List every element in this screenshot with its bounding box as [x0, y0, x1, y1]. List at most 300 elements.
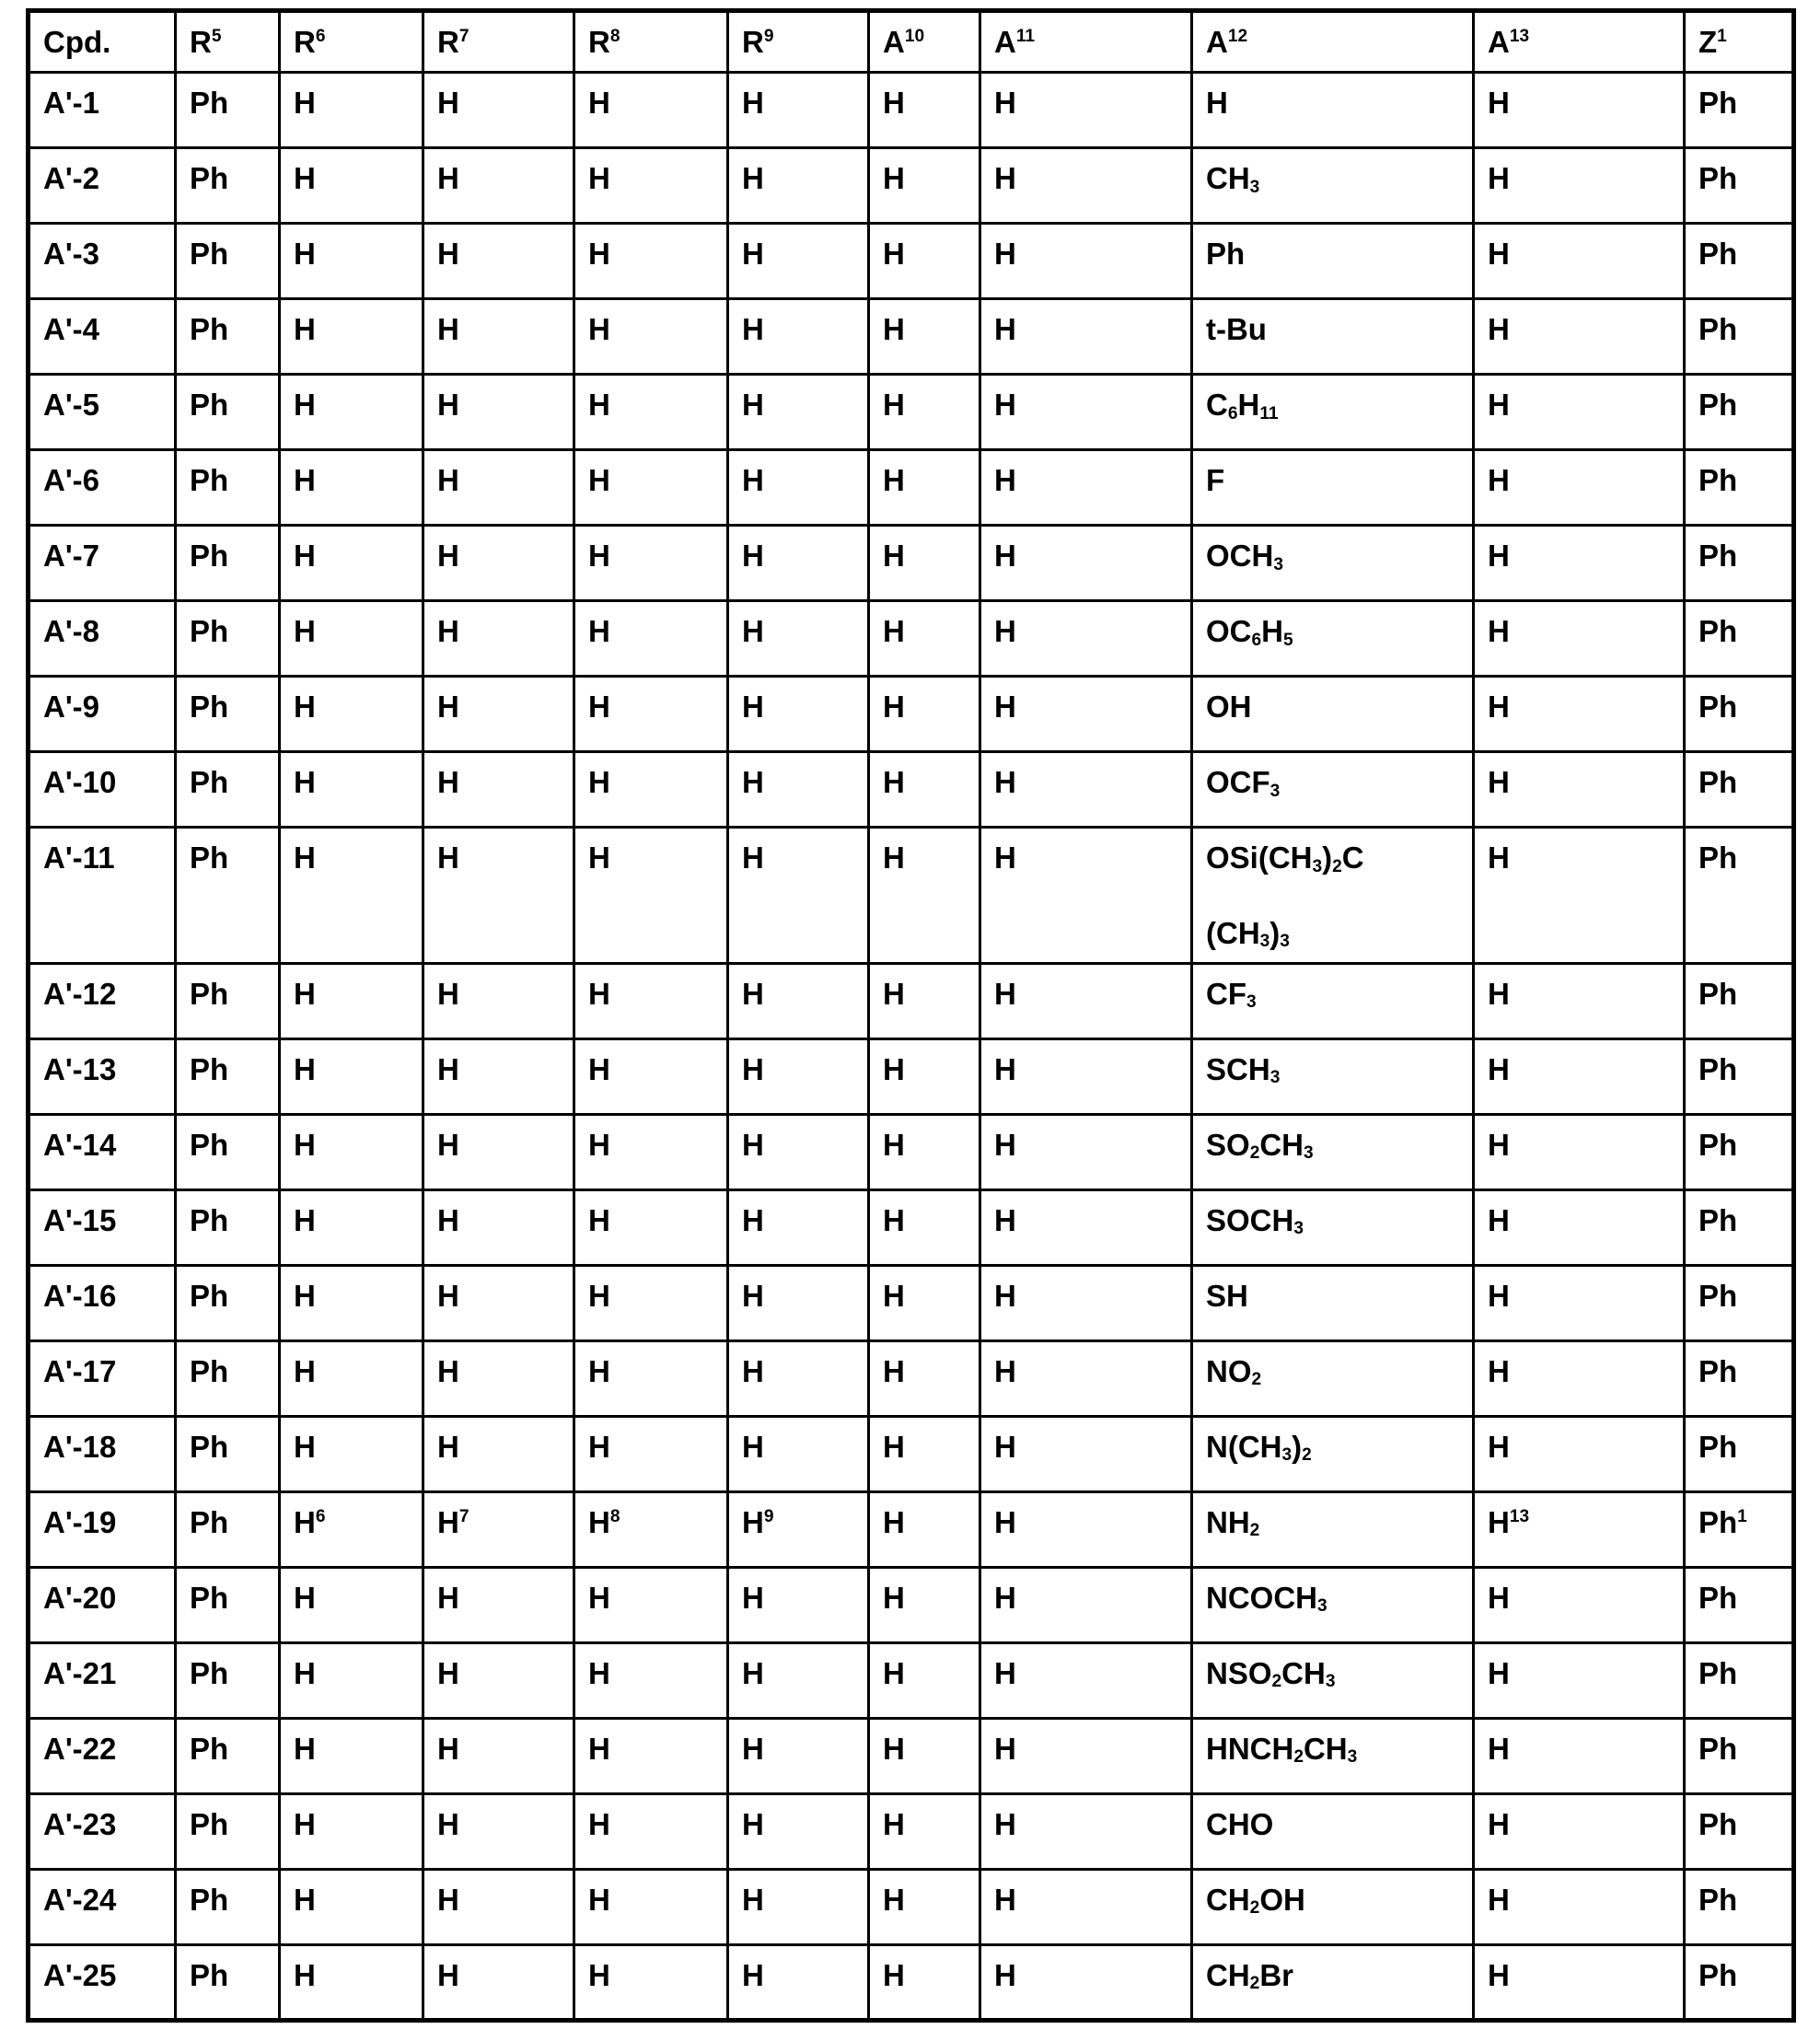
table-cell: H: [1474, 1416, 1685, 1491]
table-cell: H: [1474, 299, 1685, 375]
table-cell: Ph: [176, 1340, 280, 1416]
table-cell: H: [574, 1416, 728, 1491]
table-row: [29, 1340, 1794, 1416]
table-cell: H: [280, 1944, 423, 2020]
table-cell: H: [280, 450, 423, 526]
table-cell: H: [574, 1869, 728, 1944]
table-cell: Ph: [176, 1793, 280, 1869]
table-cell: H: [423, 224, 574, 299]
table-cell: Ph: [176, 752, 280, 828]
table-row: [29, 1189, 1794, 1265]
table-cell: H: [1474, 601, 1685, 677]
table-cell: H: [980, 73, 1192, 148]
table-cell: Ph: [1685, 963, 1794, 1038]
table-cell: H: [869, 601, 980, 677]
table-cell: Ph: [176, 601, 280, 677]
table-cell: H: [423, 73, 574, 148]
table-cell: Ph: [1685, 299, 1794, 375]
table-cell: H: [574, 1944, 728, 2020]
table-cell: H: [280, 148, 423, 224]
table-cell: H: [280, 1718, 423, 1793]
table-cell: Ph: [1685, 148, 1794, 224]
table-cell: Ph: [176, 828, 280, 964]
table-cell: H: [980, 1189, 1192, 1265]
table-cell: $SCH_3$: [1192, 1038, 1474, 1114]
table-row: [29, 601, 1794, 677]
table-cell: H: [728, 1340, 869, 1416]
table-cell: H: [869, 1718, 980, 1793]
table-body: [29, 73, 1794, 2021]
table-cell: H: [869, 450, 980, 526]
table-cell: H: [869, 1793, 980, 1869]
table-cell: Ph: [1685, 1567, 1794, 1642]
table-cell: $NSO_2CH_3$: [1192, 1642, 1474, 1718]
table-cell: H: [980, 1491, 1192, 1567]
table-cell: H: [1192, 73, 1474, 148]
table-cell: H: [280, 1265, 423, 1340]
table-cell: H: [728, 1793, 869, 1869]
table-cell: H: [869, 1869, 980, 1944]
table-cell: H: [869, 1567, 980, 1642]
table-cell: A'-14: [29, 1114, 176, 1189]
table-cell: Ph: [1685, 1038, 1794, 1114]
table-cell: H: [869, 526, 980, 601]
table-cell: H: [423, 601, 574, 677]
table-cell: A'-24: [29, 1869, 176, 1944]
table-cell: H: [728, 1944, 869, 2020]
table-cell: $N(CH_3)_2$: [1192, 1416, 1474, 1491]
table-cell: H: [728, 1189, 869, 1265]
table-cell: H: [280, 677, 423, 752]
table-cell: Ph: [176, 1869, 280, 1944]
table-cell: H: [423, 1265, 574, 1340]
table-cell: $CH_2OH$: [1192, 1869, 1474, 1944]
table-cell: H: [728, 1567, 869, 1642]
table-cell: $H^6$: [280, 1491, 423, 1567]
table-cell: H: [980, 1567, 1192, 1642]
table-cell: H: [1474, 677, 1685, 752]
table-cell: H: [1474, 1265, 1685, 1340]
table-cell: H: [1474, 1642, 1685, 1718]
table-cell: H: [869, 1114, 980, 1189]
table-cell: Ph$^1$: [1685, 1491, 1794, 1567]
table-cell: A'-5: [29, 375, 176, 450]
table-cell: H: [574, 299, 728, 375]
table-cell: A'-19: [29, 1491, 176, 1567]
table-cell: H: [980, 450, 1192, 526]
table-cell: OH: [1192, 677, 1474, 752]
table-cell: H: [728, 828, 869, 964]
table-cell: H: [728, 1114, 869, 1189]
table-cell: H: [574, 1114, 728, 1189]
table-cell: $CF_3$: [1192, 963, 1474, 1038]
table-cell: A'-10: [29, 752, 176, 828]
table-cell: H: [423, 1944, 574, 2020]
table-row: [29, 963, 1794, 1038]
table-cell: Ph: [176, 677, 280, 752]
table-cell: H: [869, 1340, 980, 1416]
table-cell: $CH_2Br$: [1192, 1944, 1474, 2020]
table-row: [29, 1265, 1794, 1340]
table-cell: H: [574, 375, 728, 450]
table-cell: H: [1474, 450, 1685, 526]
table-cell: H: [1474, 526, 1685, 601]
table-cell: H: [728, 1642, 869, 1718]
table-row: [29, 73, 1794, 148]
table-cell: H: [728, 677, 869, 752]
table-cell: H: [1474, 1869, 1685, 1944]
table-cell: H: [1474, 224, 1685, 299]
table-cell: H: [869, 828, 980, 964]
table-cell: Ph: [176, 1642, 280, 1718]
table-cell: A'-23: [29, 1793, 176, 1869]
table-cell: H: [728, 73, 869, 148]
table-cell: H: [728, 1265, 869, 1340]
table-cell: Ph: [1685, 677, 1794, 752]
table-cell: H: [280, 375, 423, 450]
table-cell: H: [980, 963, 1192, 1038]
header-cell: $R^5$: [176, 11, 280, 73]
table-row: [29, 375, 1794, 450]
table-cell: A'-9: [29, 677, 176, 752]
table-cell: H: [869, 375, 980, 450]
header-cell: $A^{13}$: [1474, 11, 1685, 73]
table-cell: Ph: [1685, 1793, 1794, 1869]
table-row: [29, 1642, 1794, 1718]
table-cell: Ph: [176, 1567, 280, 1642]
table-cell: H: [423, 963, 574, 1038]
table-cell: H: [728, 1038, 869, 1114]
table-cell: Ph: [176, 1038, 280, 1114]
table-cell: A'-20: [29, 1567, 176, 1642]
table-cell: H: [980, 1416, 1192, 1491]
table-cell: Ph: [176, 224, 280, 299]
table-cell: Ph: [1685, 1869, 1794, 1944]
table-cell: H: [980, 299, 1192, 375]
table-cell: H: [423, 1869, 574, 1944]
table-cell: $H^7$: [423, 1491, 574, 1567]
table-cell: H: [574, 1793, 728, 1869]
table-cell: $C_6H_{11}$: [1192, 375, 1474, 450]
table-cell: A'-11: [29, 828, 176, 964]
table-row: [29, 450, 1794, 526]
table-cell: $OCH_3$: [1192, 526, 1474, 601]
table-cell: H: [728, 1718, 869, 1793]
table-cell: Ph: [176, 1718, 280, 1793]
table-cell: H: [980, 752, 1192, 828]
table-cell: H: [280, 526, 423, 601]
table-row: [29, 526, 1794, 601]
table-cell: Ph: [176, 1491, 280, 1567]
table-cell: $H^9$: [728, 1491, 869, 1567]
table-cell: H: [574, 963, 728, 1038]
table-row: [29, 1038, 1794, 1114]
table-cell: Ph: [176, 375, 280, 450]
table-row: [29, 1869, 1794, 1944]
table-cell: H: [423, 1718, 574, 1793]
table-cell: H: [869, 1642, 980, 1718]
table-cell: H: [980, 1869, 1192, 1944]
table-cell: Ph: [176, 299, 280, 375]
table-row: [29, 752, 1794, 828]
table-cell: Ph: [176, 1114, 280, 1189]
table-cell: H: [280, 601, 423, 677]
table-cell: A'-25: [29, 1944, 176, 2020]
table-cell: A'-13: [29, 1038, 176, 1114]
table-cell: Ph: [1685, 1114, 1794, 1189]
table-cell: H: [423, 1567, 574, 1642]
table-cell: H: [1474, 1340, 1685, 1416]
table-cell: H: [423, 1340, 574, 1416]
table-row: [29, 1718, 1794, 1793]
table-cell: H: [1474, 752, 1685, 828]
table-cell: Ph: [1685, 450, 1794, 526]
table-row: [29, 1944, 1794, 2020]
table-cell: $OCF_3$: [1192, 752, 1474, 828]
table-cell: H: [869, 1265, 980, 1340]
table-cell: A'-2: [29, 148, 176, 224]
header-cell: $A^{11}$: [980, 11, 1192, 73]
table-cell: H: [280, 1567, 423, 1642]
table-cell: H: [869, 1416, 980, 1491]
table-cell: H: [980, 1340, 1192, 1416]
table-cell: H: [423, 526, 574, 601]
table-cell: A'-15: [29, 1189, 176, 1265]
table-cell: H: [423, 450, 574, 526]
table-cell: A'-8: [29, 601, 176, 677]
table-cell: F: [1192, 450, 1474, 526]
table-cell: H: [280, 1114, 423, 1189]
table-cell: H: [980, 1793, 1192, 1869]
table-cell: H: [1474, 73, 1685, 148]
table-cell: H: [869, 963, 980, 1038]
table-cell: H: [574, 1038, 728, 1114]
table-cell: Ph: [1685, 1416, 1794, 1491]
table-cell: A'-4: [29, 299, 176, 375]
table-cell: CHO: [1192, 1793, 1474, 1869]
table-cell: H: [574, 677, 728, 752]
table-cell: H: [869, 752, 980, 828]
table-cell: H: [980, 601, 1192, 677]
table-cell: H: [423, 677, 574, 752]
table-cell: H: [280, 1038, 423, 1114]
table-cell: A'-18: [29, 1416, 176, 1491]
table-cell: Ph: [1685, 1718, 1794, 1793]
table-cell: H: [423, 299, 574, 375]
table-cell: H: [1474, 148, 1685, 224]
table-cell: A'-6: [29, 450, 176, 526]
table-cell: H: [869, 73, 980, 148]
table-cell: H: [1474, 1114, 1685, 1189]
table-cell: Ph: [176, 1265, 280, 1340]
table-cell: Ph: [1685, 1340, 1794, 1416]
table-cell: H: [423, 1642, 574, 1718]
table-cell: Ph: [1685, 1944, 1794, 2020]
table-cell: H: [574, 1718, 728, 1793]
table-row: [29, 148, 1794, 224]
table-cell: H: [728, 1416, 869, 1491]
table-cell: H: [728, 224, 869, 299]
table-cell: H: [980, 375, 1192, 450]
table-cell: H: [869, 1491, 980, 1567]
header-cell: $R^6$: [280, 11, 423, 73]
table-cell: H: [869, 299, 980, 375]
table-cell: H: [574, 1340, 728, 1416]
table-cell: $H^8$: [574, 1491, 728, 1567]
table-cell: H: [423, 375, 574, 450]
table-cell: Ph: [1685, 1189, 1794, 1265]
table-cell: Ph: [176, 526, 280, 601]
table-cell: $OSi(CH_3)_2C$ $(CH_3)_3$: [1192, 828, 1474, 964]
table-cell: H: [280, 1869, 423, 1944]
table-cell: H: [869, 1038, 980, 1114]
table-row: [29, 677, 1794, 752]
table-cell: Ph: [1685, 752, 1794, 828]
table-cell: H: [728, 752, 869, 828]
table-cell: H: [280, 1189, 423, 1265]
table-cell: Ph: [176, 148, 280, 224]
table-cell: H: [574, 752, 728, 828]
table-header-row: [29, 11, 1794, 73]
table-cell: H: [980, 1642, 1192, 1718]
table-cell: A'-7: [29, 526, 176, 601]
table-cell: Ph: [176, 963, 280, 1038]
table-cell: H: [574, 148, 728, 224]
table-cell: Ph: [176, 1189, 280, 1265]
table-cell: Ph: [176, 450, 280, 526]
table-cell: H: [423, 752, 574, 828]
table-cell: H: [1474, 963, 1685, 1038]
table-cell: $NO_2$: [1192, 1340, 1474, 1416]
table-cell: H: [728, 148, 869, 224]
header-cell: $R^7$: [423, 11, 574, 73]
table-cell: $NCOCH_3$: [1192, 1567, 1474, 1642]
header-cell: Cpd.: [29, 11, 176, 73]
table-cell: Ph: [176, 1944, 280, 2020]
table-cell: H: [869, 148, 980, 224]
table-cell: H: [1474, 375, 1685, 450]
table-cell: $CH_3$: [1192, 148, 1474, 224]
table-cell: H: [280, 1793, 423, 1869]
table-cell: H: [280, 1416, 423, 1491]
table-cell: H: [1474, 1944, 1685, 2020]
table-cell: H: [980, 1265, 1192, 1340]
table-cell: H: [728, 299, 869, 375]
table-cell: A'-1: [29, 73, 176, 148]
table-cell: H: [980, 148, 1192, 224]
table-cell: H: [980, 1038, 1192, 1114]
table-cell: $NH_2$: [1192, 1491, 1474, 1567]
table-row: [29, 1793, 1794, 1869]
table-cell: H: [1474, 1038, 1685, 1114]
table-cell: H: [574, 450, 728, 526]
table-cell: A'-3: [29, 224, 176, 299]
table-cell: H: [728, 375, 869, 450]
table-cell: H: [423, 1416, 574, 1491]
table-cell: H: [574, 1642, 728, 1718]
header-cell: $A^{12}$: [1192, 11, 1474, 73]
table-cell: Ph: [1685, 1642, 1794, 1718]
table-cell: H: [423, 1189, 574, 1265]
table-cell: H: [1474, 1189, 1685, 1265]
table-cell: H: [869, 224, 980, 299]
table-cell: H: [574, 1189, 728, 1265]
table-cell: H: [728, 601, 869, 677]
table-cell: H: [728, 963, 869, 1038]
table-cell: A'-21: [29, 1642, 176, 1718]
table-row: [29, 299, 1794, 375]
table-cell: H: [980, 1944, 1192, 2020]
table-cell: H: [423, 148, 574, 224]
table-cell: H: [980, 526, 1192, 601]
header-cell: $Z^1$: [1685, 11, 1794, 73]
table-cell: $H^{13}$: [1474, 1491, 1685, 1567]
table-cell: H: [1474, 828, 1685, 964]
table-cell: Ph: [1685, 828, 1794, 964]
table-cell: H: [280, 73, 423, 148]
table-row: [29, 828, 1794, 964]
table-cell: Ph: [1685, 73, 1794, 148]
table-cell: H: [280, 963, 423, 1038]
table-cell: Ph: [1685, 526, 1794, 601]
table-cell: $SO_2CH_3$: [1192, 1114, 1474, 1189]
table-cell: Ph: [1685, 601, 1794, 677]
table-cell: H: [980, 224, 1192, 299]
table-cell: H: [574, 1567, 728, 1642]
table-cell: $HNCH_2CH_3$: [1192, 1718, 1474, 1793]
table-cell: H: [423, 1038, 574, 1114]
table-cell: H: [574, 1265, 728, 1340]
table-cell: H: [574, 526, 728, 601]
table-cell: Ph: [1685, 224, 1794, 299]
table-cell: H: [423, 1793, 574, 1869]
table-cell: H: [980, 1718, 1192, 1793]
table-row: [29, 1416, 1794, 1491]
table-cell: H: [980, 828, 1192, 964]
header-cell: $R^9$: [728, 11, 869, 73]
table-cell: H: [728, 450, 869, 526]
table-cell: H: [869, 677, 980, 752]
table-cell: A'-16: [29, 1265, 176, 1340]
table-cell: Ph: [176, 1416, 280, 1491]
table-cell: H: [728, 526, 869, 601]
table-cell: $SOCH_3$: [1192, 1189, 1474, 1265]
table-cell: H: [980, 677, 1192, 752]
table-cell: H: [423, 1114, 574, 1189]
table-cell: Ph: [176, 73, 280, 148]
table-row: [29, 1491, 1794, 1567]
table-cell: SH: [1192, 1265, 1474, 1340]
header-cell: $A^{10}$: [869, 11, 980, 73]
table-cell: $OC_6H_5$: [1192, 601, 1474, 677]
table-cell: A'-17: [29, 1340, 176, 1416]
table-cell: H: [280, 224, 423, 299]
compound-table: [26, 8, 1796, 2023]
table-cell: H: [280, 828, 423, 964]
table-cell: H: [423, 828, 574, 964]
header-cell: $R^8$: [574, 11, 728, 73]
table-cell: A'-22: [29, 1718, 176, 1793]
table-cell: H: [1474, 1567, 1685, 1642]
table-cell: H: [980, 1114, 1192, 1189]
table-cell: H: [574, 73, 728, 148]
table-cell: H: [280, 299, 423, 375]
table-row: [29, 1567, 1794, 1642]
table-cell: H: [574, 828, 728, 964]
table-cell: Ph: [1685, 375, 1794, 450]
table-cell: H: [280, 752, 423, 828]
table-cell: H: [1474, 1718, 1685, 1793]
